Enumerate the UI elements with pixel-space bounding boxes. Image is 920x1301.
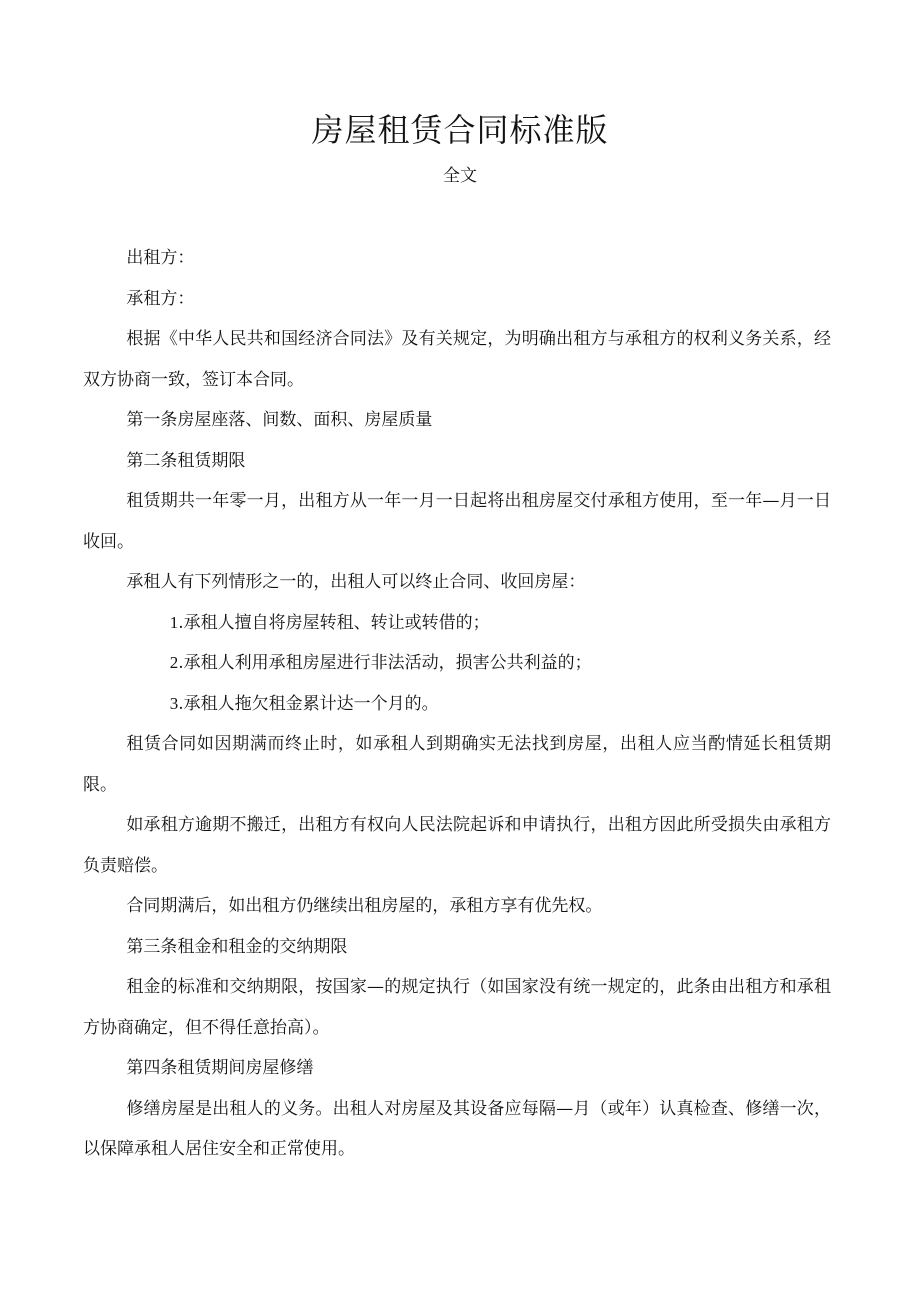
list-item-number: 3 xyxy=(169,693,179,713)
article-1-heading: 第一条房屋座落、间数、面积、房屋质量 xyxy=(126,410,433,430)
priority-paragraph: 合同期满后，如出租方仍继续出租房屋的，承租方享有优先权。 xyxy=(126,896,603,916)
contract-body xyxy=(83,238,831,1170)
repair-paragraph: 修缮房屋是出租人的义务。出租人对房屋及其设备应每隔—月（或年）认真检查、修缮一次，以保障承租人居住安全和正常使用。 xyxy=(83,1098,831,1159)
termination-intro: 承租人有下列情形之一的，出租人可以终止合同、收回房屋： xyxy=(126,572,586,592)
preamble-paragraph: 根据《中华人民共和国经济合同法》及有关规定，为明确出租方与承租方的权利义务关系，经双方协商一致，签订本合同。 xyxy=(83,329,831,390)
list-item-text: .承租人利用承租房屋进行非法活动，损害公共利益的； xyxy=(178,653,592,673)
article-3-heading: 第三条租金和租金的交纳期限 xyxy=(126,936,348,957)
document-title: 房屋租赁合同标准版 xyxy=(311,111,609,149)
list-item-number: 2 xyxy=(169,653,179,672)
rent-paragraph: 租金的标准和交纳期限，按国家—的规定执行（如国家没有统一规定的，此条由出租方和承租方协商确定，但不得任意抬高）。 xyxy=(83,977,831,1038)
lessor-line: 出租方： xyxy=(126,248,195,268)
article-4-heading: 第四条租赁期间房屋修缮 xyxy=(126,1058,314,1078)
list-item xyxy=(83,643,831,684)
list-item-number: 1 xyxy=(169,612,179,632)
lessee-line: 承租方： xyxy=(126,288,195,309)
article-2-heading: 第二条租赁期限 xyxy=(126,450,246,471)
document-subtitle: 全文 xyxy=(443,166,477,186)
list-item xyxy=(83,684,831,725)
overdue-paragraph: 如承租方逾期不搬迁，出租方有权向人民法院起诉和申请执行，出租方因此所受损失由承租方负责赔偿。 xyxy=(83,815,831,876)
lease-term-paragraph: 租赁期共一年零一月，出租方从一年一月一日起将出租房屋交付承租方使用，至一年—月一日收回。 xyxy=(83,491,831,552)
list-item-text: .承租人擅自将房屋转租、转让或转借的； xyxy=(178,612,490,633)
list-item-text: .承租人拖欠租金累计达一个月的。 xyxy=(178,693,439,714)
list-item xyxy=(83,603,831,644)
extension-paragraph: 租赁合同如因期满而终止时，如承租人到期确实无法找到房屋，出租人应当酌情延长租赁期限。 xyxy=(83,734,831,795)
